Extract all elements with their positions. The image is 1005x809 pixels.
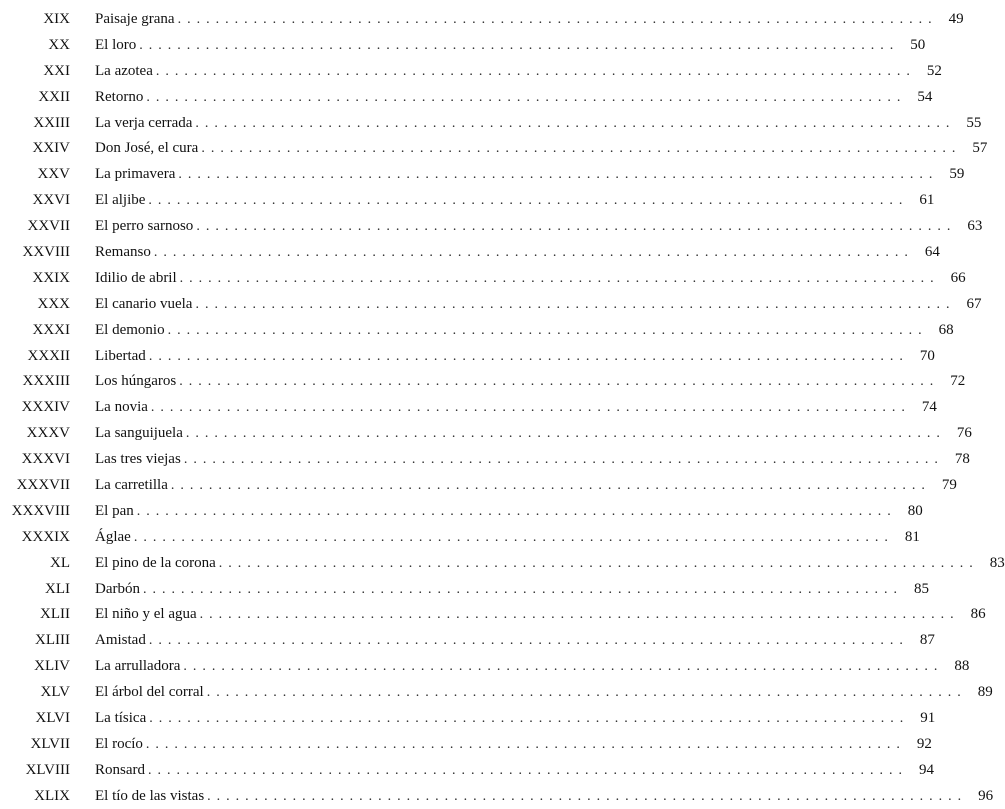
- toc-row: [0, 265, 966, 291]
- dot-leader: ................................................................................: [206, 685, 967, 701]
- chapter-title: El pan: [95, 502, 134, 519]
- toc-row: [0, 627, 935, 653]
- chapter-title: La carretilla: [95, 477, 168, 494]
- dot-leader: ................................................................................: [143, 581, 903, 597]
- dot-leader: ................................................................................: [133, 529, 894, 545]
- toc-entry: [95, 708, 936, 729]
- dot-leader: ................................................................................: [201, 141, 962, 157]
- page-number: 68: [938, 321, 954, 338]
- page-number: 86: [970, 606, 986, 623]
- toc-entry: [95, 656, 970, 677]
- dot-leader: ................................................................................: [155, 63, 916, 79]
- table-of-contents: [0, 6, 1005, 809]
- chapter-number: XLI: [45, 580, 70, 597]
- toc-row: [0, 679, 993, 705]
- chapter-number: XXXVIII: [11, 502, 70, 519]
- chapter-number: XLIX: [34, 787, 70, 804]
- toc-row: [0, 135, 988, 161]
- toc-row: [0, 653, 970, 679]
- page-number: 64: [924, 244, 940, 261]
- page-number: 76: [956, 425, 972, 442]
- toc-row: [0, 394, 937, 420]
- page-number: 70: [919, 347, 935, 364]
- chapter-number: XXIX: [32, 269, 70, 286]
- toc-row: [0, 32, 926, 58]
- toc-row: [0, 368, 966, 394]
- chapter-title: La tísica: [95, 710, 147, 727]
- chapter-number: XIX: [43, 11, 70, 27]
- toc-entry: [95, 579, 929, 600]
- dot-leader: ................................................................................: [139, 37, 900, 53]
- toc-row: [0, 446, 970, 472]
- page-number: 92: [916, 735, 932, 752]
- toc-entry: [95, 630, 935, 651]
- chapter-number: XXII: [38, 88, 70, 105]
- chapter-number: XXXIII: [22, 373, 70, 390]
- dot-leader: ................................................................................: [183, 659, 944, 675]
- toc-entry: [95, 760, 934, 781]
- toc-entry: [95, 734, 932, 755]
- toc-entry: [95, 371, 966, 392]
- page-number: 89: [977, 684, 993, 701]
- toc-row: [0, 6, 964, 32]
- page-number: 61: [919, 192, 935, 209]
- chapter-number: XXIV: [32, 140, 70, 157]
- chapter-title: Paisaje grana: [95, 11, 175, 27]
- toc-row: [0, 213, 983, 239]
- dot-leader: ................................................................................: [199, 607, 960, 623]
- toc-entry: [95, 35, 926, 56]
- chapter-number: XXXVII: [16, 477, 70, 494]
- page-number: 50: [910, 36, 926, 53]
- dot-leader: ................................................................................: [149, 711, 910, 727]
- toc-entry: [95, 320, 954, 341]
- toc-row: [0, 498, 923, 524]
- chapter-number: XLVIII: [25, 761, 70, 778]
- dot-leader: ................................................................................: [177, 12, 938, 27]
- chapter-number: XXV: [37, 166, 70, 183]
- chapter-title: Las tres viejas: [95, 451, 181, 468]
- chapter-title: El tío de las vistas: [95, 787, 205, 804]
- dot-leader: ................................................................................: [179, 270, 940, 286]
- page-number: 79: [941, 477, 957, 494]
- chapter-title: Remanso: [95, 244, 151, 261]
- dot-leader: ................................................................................: [207, 788, 968, 804]
- dot-leader: ................................................................................: [195, 296, 956, 312]
- chapter-title: Amistad: [95, 632, 146, 649]
- toc-entry: [95, 346, 935, 367]
- page-number: 59: [949, 166, 965, 183]
- toc-entry: [95, 268, 966, 289]
- toc-entry: [95, 242, 940, 263]
- chapter-number: XXXII: [27, 347, 70, 364]
- page-number: 67: [966, 295, 982, 312]
- chapter-number: XXXIV: [21, 399, 70, 416]
- page-number: 80: [907, 502, 923, 519]
- toc-entry: [95, 397, 937, 418]
- chapter-title: La sanguijuela: [95, 425, 183, 442]
- toc-row: [0, 705, 936, 731]
- page-number: 74: [921, 399, 937, 416]
- chapter-number: XLIII: [35, 632, 70, 649]
- page-number: 55: [966, 114, 982, 131]
- chapter-title: La arrulladora: [95, 658, 181, 675]
- toc-row: [0, 343, 935, 369]
- toc-row: [0, 524, 920, 550]
- chapter-number: XX: [48, 36, 70, 53]
- chapter-number: XXXV: [26, 425, 70, 442]
- chapter-number: XXXVI: [21, 451, 70, 468]
- toc-row: [0, 550, 1005, 576]
- toc-entry: [95, 164, 965, 185]
- chapter-title: La novia: [95, 399, 148, 416]
- page-number: 54: [917, 88, 933, 105]
- dot-leader: ................................................................................: [136, 503, 897, 519]
- dot-leader: ................................................................................: [148, 762, 908, 778]
- page-number: 66: [950, 269, 966, 286]
- chapter-title: Los húngaros: [95, 373, 177, 390]
- dot-leader: ................................................................................: [218, 555, 979, 571]
- chapter-number: XLV: [40, 684, 70, 701]
- dot-leader: ................................................................................: [148, 633, 909, 649]
- page-number: 96: [978, 787, 994, 804]
- page-number: 91: [920, 710, 936, 727]
- page-number: 78: [954, 451, 970, 468]
- dot-leader: ................................................................................: [183, 452, 944, 468]
- chapter-title: El rocío: [95, 735, 143, 752]
- chapter-number: XLIV: [34, 658, 70, 675]
- chapter-title: La primavera: [95, 166, 176, 183]
- dot-leader: ................................................................................: [185, 426, 946, 442]
- toc-row: [0, 84, 933, 110]
- page-number: 94: [919, 761, 934, 778]
- chapter-number: XXXI: [32, 321, 70, 338]
- toc-entry: [95, 501, 923, 522]
- toc-entry: [95, 527, 920, 548]
- chapter-title: El canario vuela: [95, 295, 193, 312]
- dot-leader: ................................................................................: [146, 89, 907, 105]
- toc-entry: [95, 475, 957, 496]
- chapter-title: La azotea: [95, 62, 153, 79]
- chapter-number: XL: [50, 554, 70, 571]
- toc-entry: [95, 216, 983, 237]
- toc-row: [0, 783, 994, 809]
- page-number: 88: [954, 658, 970, 675]
- dot-leader: ................................................................................: [153, 245, 914, 261]
- dot-leader: ................................................................................: [178, 167, 939, 183]
- chapter-title: Libertad: [95, 347, 146, 364]
- page-number: 83: [989, 554, 1005, 571]
- chapter-number: XXIII: [33, 114, 70, 131]
- page-number: 52: [926, 62, 942, 79]
- toc-row: [0, 239, 940, 265]
- chapter-number: XXVIII: [22, 244, 70, 261]
- toc-entry: [95, 113, 982, 134]
- chapter-title: Don José, el cura: [95, 140, 199, 157]
- chapter-title: El loro: [95, 36, 137, 53]
- chapter-number: XXX: [37, 295, 70, 312]
- chapter-title: Áglae: [95, 528, 131, 545]
- chapter-number: XLII: [40, 606, 70, 623]
- page-number: 63: [967, 218, 983, 235]
- chapter-title: El perro sarnoso: [95, 218, 194, 235]
- toc-entry: [95, 553, 1005, 574]
- toc-entry: [95, 786, 994, 807]
- toc-row: [0, 601, 986, 627]
- chapter-title: Darbón: [95, 580, 140, 597]
- toc-row: [0, 420, 972, 446]
- page-number: 81: [904, 528, 920, 545]
- chapter-title: El pino de la corona: [95, 554, 216, 571]
- page-number: 85: [914, 580, 929, 597]
- chapter-title: El aljibe: [95, 192, 146, 209]
- chapter-number: XXVII: [27, 218, 70, 235]
- toc-entry: [95, 138, 988, 159]
- toc-row: [0, 317, 954, 343]
- toc-row: [0, 187, 935, 213]
- toc-row: [0, 731, 932, 757]
- toc-row: [0, 757, 934, 783]
- dot-leader: ................................................................................: [145, 736, 906, 752]
- toc-entry: [95, 449, 970, 470]
- dot-leader: ................................................................................: [179, 374, 940, 390]
- dot-leader: ................................................................................: [196, 219, 957, 235]
- dot-leader: ................................................................................: [150, 400, 911, 416]
- page-number: 87: [919, 632, 935, 649]
- chapter-number: XLVII: [30, 735, 70, 752]
- chapter-number: XLVI: [35, 710, 70, 727]
- toc-row: [0, 576, 929, 602]
- chapter-number: XXI: [43, 62, 70, 79]
- chapter-title: Ronsard: [95, 761, 145, 778]
- dot-leader: ................................................................................: [148, 348, 909, 364]
- chapter-title: Retorno: [95, 88, 144, 105]
- page-number: 49: [948, 11, 964, 27]
- chapter-title: Idilio de abril: [95, 269, 177, 286]
- page-number: 72: [950, 373, 966, 390]
- dot-leader: ................................................................................: [195, 115, 956, 131]
- toc-entry: [95, 61, 942, 82]
- toc-row: [0, 291, 982, 317]
- dot-leader: ................................................................................: [167, 322, 928, 338]
- toc-row: [0, 472, 957, 498]
- toc-entry: [95, 682, 993, 703]
- toc-row: [0, 58, 942, 84]
- toc-entry: [95, 604, 986, 625]
- toc-entry: [95, 87, 933, 108]
- chapter-number: XXVI: [32, 192, 70, 209]
- chapter-title: El árbol del corral: [95, 684, 204, 701]
- toc-entry: [95, 9, 964, 30]
- toc-row: [0, 110, 982, 136]
- toc-row: [0, 161, 965, 187]
- chapter-title: El demonio: [95, 321, 165, 338]
- chapter-number: XXXIX: [21, 528, 70, 545]
- page-number: 57: [972, 140, 988, 157]
- dot-leader: ................................................................................: [170, 478, 931, 494]
- chapter-title: La verja cerrada: [95, 114, 193, 131]
- toc-entry: [95, 190, 935, 211]
- chapter-title: El niño y el agua: [95, 606, 197, 623]
- toc-entry: [95, 423, 972, 444]
- dot-leader: ................................................................................: [148, 193, 909, 209]
- toc-entry: [95, 294, 982, 315]
